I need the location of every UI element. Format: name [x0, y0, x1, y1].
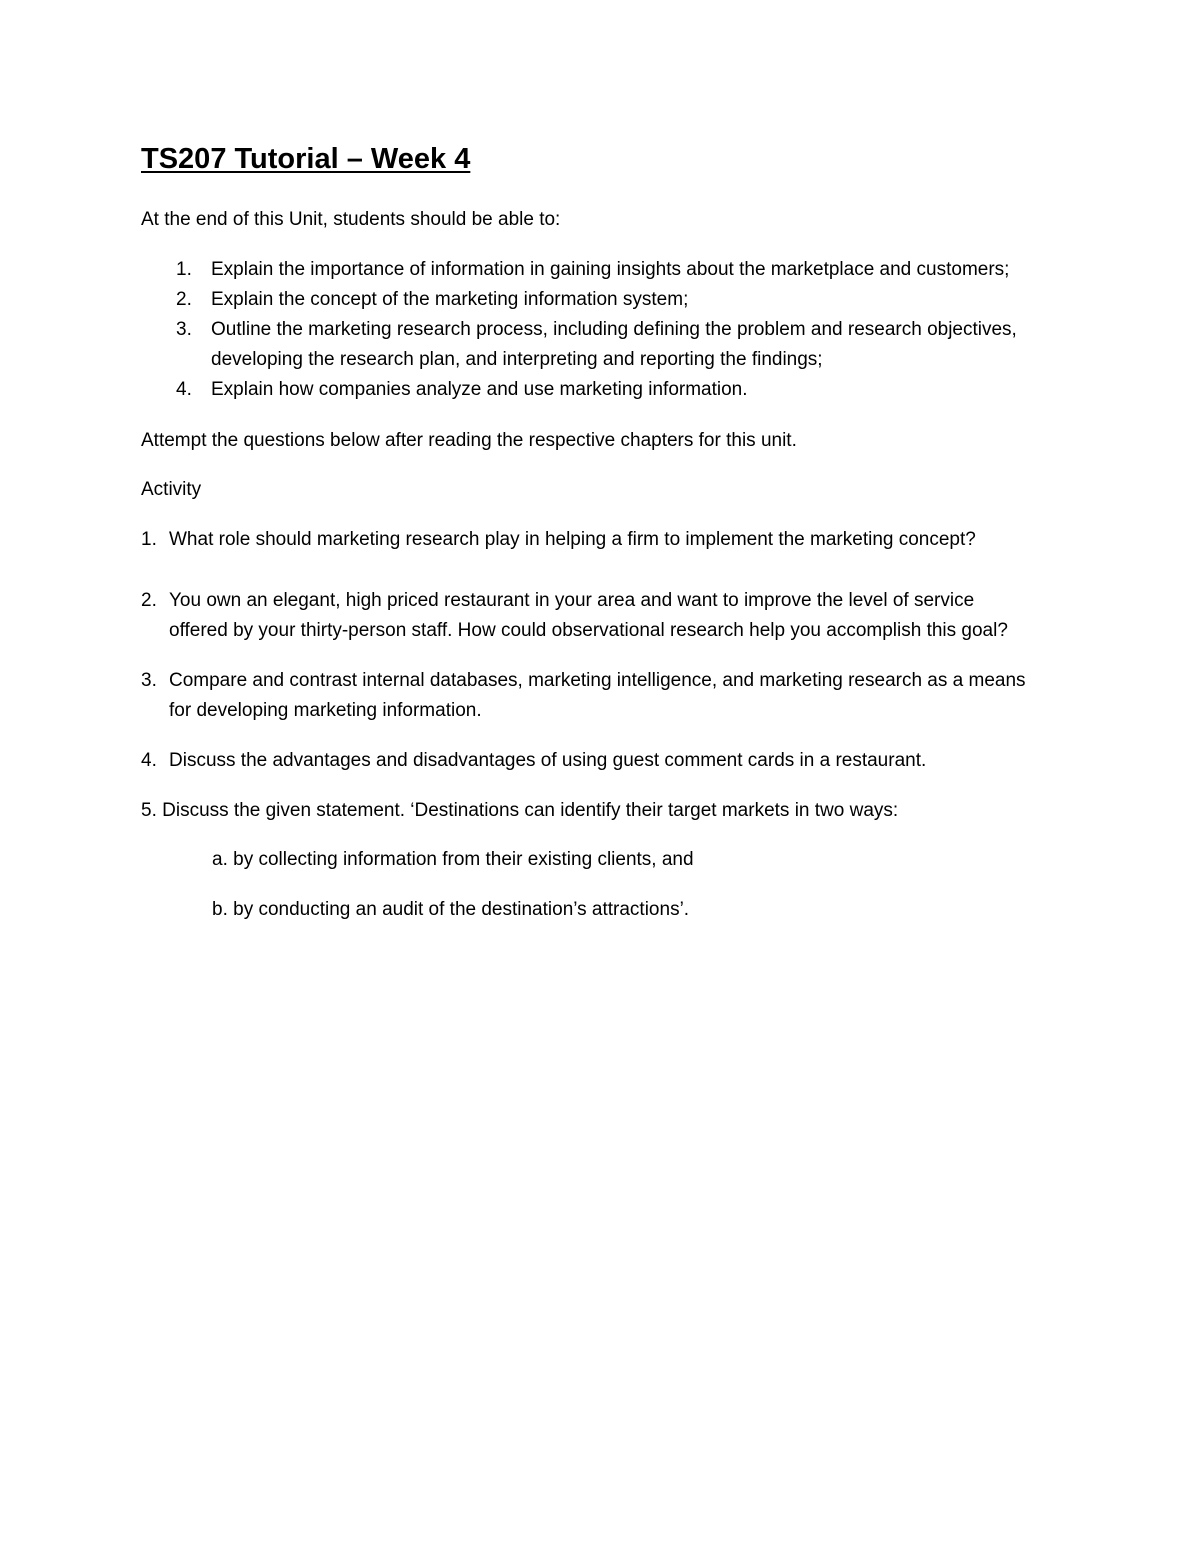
intro-text: At the end of this Unit, students should be able to:	[141, 209, 561, 230]
question-5-text: 5. Discuss the given statement. ‘Destinations can identify their target markets in two ways:	[141, 800, 899, 821]
objective-text: Explain the concept of the marketing information system;	[211, 289, 689, 310]
sub-item-a: a. by collecting information from their existing clients, and	[212, 849, 694, 870]
objective-number: 2.	[176, 289, 192, 310]
question-number: 3.	[141, 670, 157, 691]
objective-text: Outline the marketing research process, including defining the problem and research objectives,	[211, 319, 1017, 340]
activity-heading: Activity	[141, 479, 202, 500]
question-text-continued: for developing marketing information.	[169, 700, 482, 721]
objective-number: 3.	[176, 319, 192, 340]
objective-number: 1.	[176, 259, 192, 280]
question-text: You own an elegant, high priced restaurant in your area and want to improve the level of service	[169, 590, 975, 611]
objective-number: 4.	[176, 379, 192, 400]
question-number: 2.	[141, 590, 157, 611]
question-text: Compare and contrast internal databases, marketing intelligence, and marketing research as a means	[169, 670, 1026, 691]
question-number: 1.	[141, 529, 157, 550]
objective-text: Explain the importance of information in gaining insights about the marketplace and customers;	[211, 259, 1010, 280]
page-title: TS207 Tutorial – Week 4	[141, 143, 471, 175]
instruction-text: Attempt the questions below after reading the respective chapters for this unit.	[141, 430, 797, 451]
question-text-continued: offered by your thirty-person staff. How could observational research help you accomplish this goal?	[169, 620, 1008, 641]
objective-text-continued: developing the research plan, and interpreting and reporting the findings;	[211, 349, 823, 370]
question-number: 4.	[141, 750, 157, 771]
sub-item-b: b. by conducting an audit of the destination’s attractions’.	[212, 899, 690, 920]
objective-text: Explain how companies analyze and use marketing information.	[211, 379, 748, 400]
question-text: Discuss the advantages and disadvantages of using guest comment cards in a restaurant.	[169, 750, 927, 771]
question-text: What role should marketing research play in helping a firm to implement the marketing concept?	[169, 529, 976, 550]
